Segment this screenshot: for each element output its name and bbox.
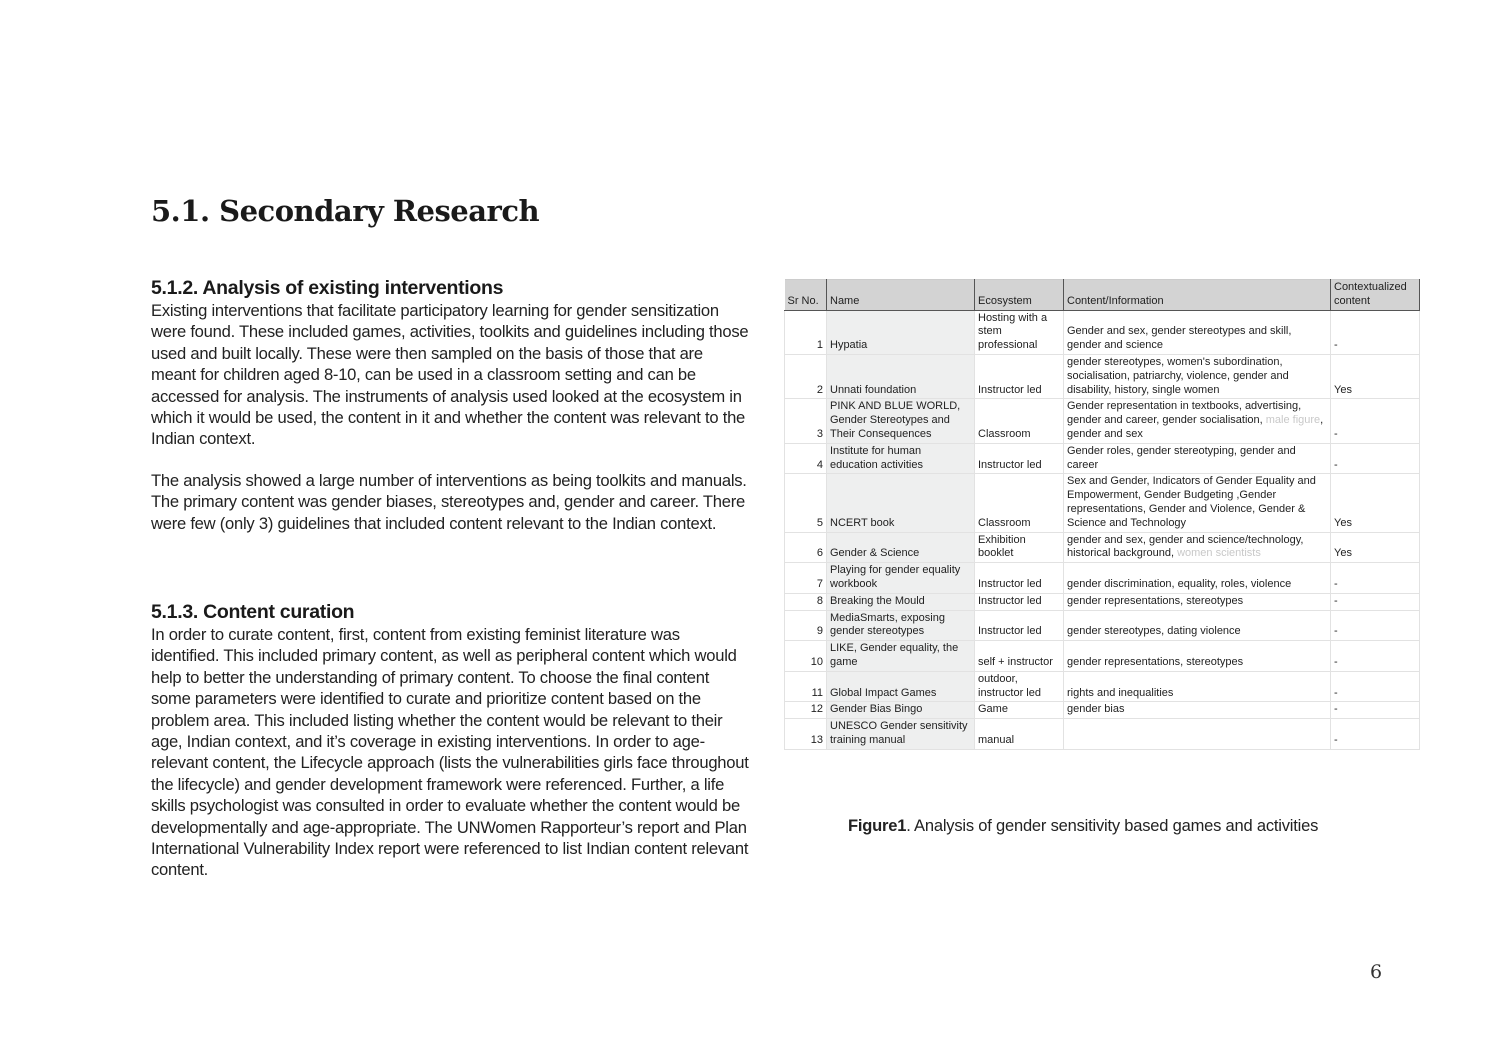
cell-ecosystem: Classroom — [975, 474, 1064, 532]
cell-ecosystem: Instructor led — [975, 354, 1064, 398]
content-text: Sex and Gender, Indicators of Gender Equality and Empowerment, Gender Budgeting ,Gender representations, Gender and Violence, Gender & Science and Technology — [1067, 475, 1316, 529]
table-row — [785, 443, 1420, 474]
content-text: gender discrimination, equality, roles, violence — [1067, 577, 1292, 590]
table-body — [785, 310, 1420, 749]
cell-sr-no: 2 — [785, 354, 827, 398]
interventions-table-figure — [784, 279, 1419, 750]
cell-name: Hypatia — [827, 310, 975, 354]
cell-name: MediaSmarts, exposing gender stereotypes — [827, 610, 975, 641]
analysis-paragraph-1: Existing interventions that facilitate participatory learning for gender sensitization were found. These included games, activities, toolkits and guidelines including those used and built locally. These were then sampled on the basis of those that are meant for children aged 8-10, can be used in a classroom setting and can be accessed for analysis. The instruments of analysis used looked at the ecosystem in which it would be used, the content in it and whether the content was relevant to the Indian context. — [151, 301, 749, 449]
header-sr-no: Sr No. — [785, 280, 827, 311]
table-row — [785, 610, 1420, 641]
curation-heading: 5.1.3. Content curation — [151, 601, 355, 623]
cell-content — [1064, 719, 1331, 750]
cell-contextualized: - — [1331, 641, 1420, 672]
cell-sr-no: 1 — [785, 310, 827, 354]
content-text: gender bias — [1067, 703, 1125, 716]
content-text: gender and sex, gender and science/technology, historical background, — [1067, 533, 1304, 560]
cell-name: Gender & Science — [827, 532, 975, 563]
cell-content — [1064, 310, 1331, 354]
cell-contextualized: Yes — [1331, 474, 1420, 532]
content-text: gender representations, stereotypes — [1067, 594, 1244, 607]
cell-sr-no: 11 — [785, 671, 827, 702]
cell-contextualized: Yes — [1331, 532, 1420, 563]
table-row — [785, 563, 1420, 594]
faded-content-text: women scientists — [1177, 547, 1261, 560]
cell-name: Institute for human education activities — [827, 443, 975, 474]
header-ecosystem: Ecosystem — [975, 280, 1064, 311]
cell-ecosystem: manual — [975, 719, 1064, 750]
analysis-section-continued — [151, 470, 751, 534]
table-row — [785, 719, 1420, 750]
cell-content — [1064, 354, 1331, 398]
interventions-table — [784, 279, 1420, 750]
curation-paragraph: In order to curate content, first, content from existing feminist literature was identified. This included primary content, as well as peripheral content which would help to better the understanding of primary content. To choose the final content some parameters were identified to curate and prioritize content based on the problem area. This included listing whether the content would be relevant to their age, Indian context, and it’s coverage in existing interventions. In order to age-relevant content, the Lifecycle approach (lists the vulnerabilities girls face throughout the lifecycle) and gender development framework were referenced. Further, a life skills psychologist was consulted in order to evaluate whether the content would be developmentally and age-appropriate. The UNWomen Rapporteur’s report and Plan International Vulnerability Index report were referenced to list Indian content relevant content. — [151, 625, 749, 880]
cell-content — [1064, 610, 1331, 641]
cell-contextualized: - — [1331, 563, 1420, 594]
cell-content — [1064, 474, 1331, 532]
content-text: gender stereotypes, dating violence — [1067, 625, 1241, 638]
cell-name: Gender Bias Bingo — [827, 702, 975, 719]
faded-content-text: male figure — [1265, 414, 1321, 427]
cell-name: LIKE, Gender equality, the game — [827, 641, 975, 672]
content-text: Gender and sex, gender stereotypes and skill, gender and science — [1067, 325, 1292, 352]
cell-content — [1064, 702, 1331, 719]
cell-name: Unnati foundation — [827, 354, 975, 398]
cell-content — [1064, 443, 1331, 474]
cell-content — [1064, 671, 1331, 702]
cell-ecosystem: Instructor led — [975, 610, 1064, 641]
content-text: Gender representation in textbooks, advertising, gender and career, gender socialisation, — [1067, 400, 1302, 427]
cell-contextualized: Yes — [1331, 354, 1420, 398]
cell-sr-no: 3 — [785, 399, 827, 443]
analysis-paragraph-2: The analysis showed a large number of interventions as being toolkits and manuals. The primary content was gender biases, stereotypes and, gender and career. There were few (only 3) guidelines that included content relevant to the Indian context. — [151, 471, 747, 533]
header-name: Name — [827, 280, 975, 311]
cell-contextualized: - — [1331, 719, 1420, 750]
table-row — [785, 593, 1420, 610]
cell-contextualized: - — [1331, 399, 1420, 443]
cell-content — [1064, 563, 1331, 594]
page-title: 5.1. Secondary Research — [151, 194, 540, 228]
cell-ecosystem: self + instructor — [975, 641, 1064, 672]
cell-sr-no: 8 — [785, 593, 827, 610]
cell-content — [1064, 532, 1331, 563]
cell-name: NCERT book — [827, 474, 975, 532]
page-number: 6 — [1370, 961, 1383, 983]
cell-content — [1064, 593, 1331, 610]
cell-content — [1064, 399, 1331, 443]
cell-ecosystem: Game — [975, 702, 1064, 719]
table-row — [785, 641, 1420, 672]
cell-name: UNESCO Gender sensitivity training manual — [827, 719, 975, 750]
cell-ecosystem: outdoor, instructor led — [975, 671, 1064, 702]
cell-sr-no: 9 — [785, 610, 827, 641]
cell-contextualized: - — [1331, 671, 1420, 702]
cell-contextualized: - — [1331, 593, 1420, 610]
cell-contextualized: - — [1331, 702, 1420, 719]
cell-name: Breaking the Mould — [827, 593, 975, 610]
cell-contextualized: - — [1331, 310, 1420, 354]
table-header-row — [785, 280, 1420, 311]
cell-sr-no: 10 — [785, 641, 827, 672]
figure-caption — [848, 817, 1318, 836]
analysis-heading: 5.1.2. Analysis of existing interventions — [151, 277, 504, 299]
content-text: Gender roles, gender stereotyping, gender and career — [1067, 444, 1296, 471]
cell-contextualized: - — [1331, 443, 1420, 474]
figure-label: Figure1 — [848, 817, 907, 835]
table-row — [785, 671, 1420, 702]
cell-sr-no: 7 — [785, 563, 827, 594]
content-text: gender stereotypes, women's subordination, socialisation, patriarchy, violence, gender and disability, history, single women — [1067, 355, 1289, 396]
table-row — [785, 702, 1420, 719]
content-text: gender representations, stereotypes — [1067, 655, 1244, 668]
header-content: Content/Information — [1064, 280, 1331, 311]
cell-sr-no: 4 — [785, 443, 827, 474]
table-row — [785, 310, 1420, 354]
cell-sr-no: 13 — [785, 719, 827, 750]
analysis-section — [151, 276, 751, 450]
cell-name: Global Impact Games — [827, 671, 975, 702]
cell-sr-no: 6 — [785, 532, 827, 563]
cell-ecosystem: Instructor led — [975, 563, 1064, 594]
table-row — [785, 399, 1420, 443]
table-row — [785, 532, 1420, 563]
cell-ecosystem: Instructor led — [975, 593, 1064, 610]
cell-content — [1064, 641, 1331, 672]
curation-section — [151, 600, 751, 881]
cell-ecosystem: Instructor led — [975, 443, 1064, 474]
cell-sr-no: 5 — [785, 474, 827, 532]
cell-contextualized: - — [1331, 610, 1420, 641]
header-contextualized: Contextualized content — [1331, 280, 1420, 311]
cell-ecosystem: Hosting with a stem professional — [975, 310, 1064, 354]
table-row — [785, 474, 1420, 532]
cell-ecosystem: Exhibition booklet — [975, 532, 1064, 563]
figure-caption-text: . Analysis of gender sensitivity based games and activities — [906, 817, 1319, 835]
table-row — [785, 354, 1420, 398]
cell-sr-no: 12 — [785, 702, 827, 719]
cell-name: PINK AND BLUE WORLD, Gender Stereotypes and Their Consequences — [827, 399, 975, 443]
content-text-continued: , gender and sex — [1067, 414, 1324, 440]
cell-name: Playing for gender equality workbook — [827, 563, 975, 594]
cell-ecosystem: Classroom — [975, 399, 1064, 443]
content-text: rights and inequalities — [1067, 686, 1174, 699]
